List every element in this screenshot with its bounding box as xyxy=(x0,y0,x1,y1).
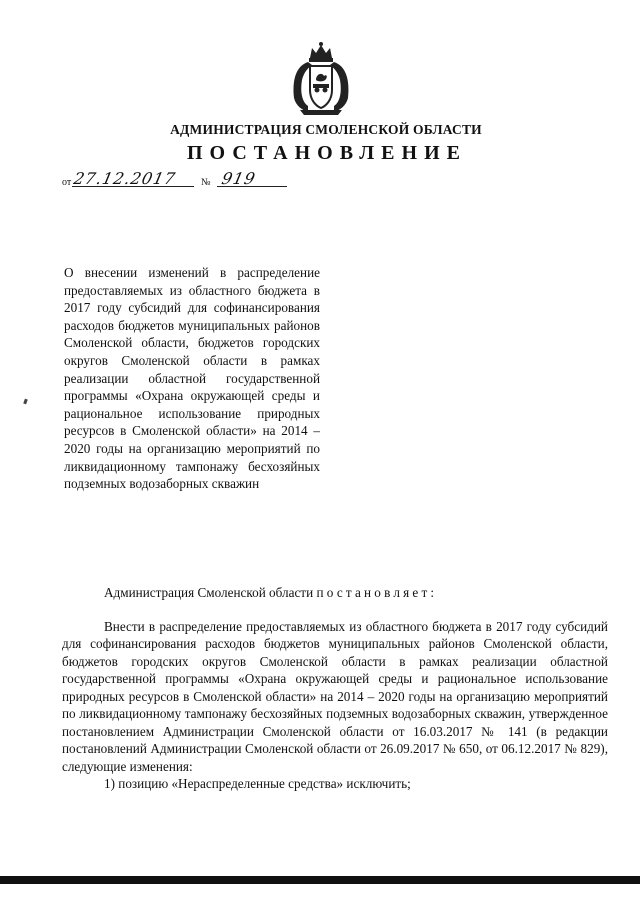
coat-of-arms-emblem xyxy=(286,40,356,116)
number-handwritten: 919 xyxy=(219,169,258,188)
document-subject: О внесении изменений в распределение предоставляемых из областного бюджета в 2017 году субсидий для софинансирования расходов бюджетов муниципальных районов Смоленской области, бюджетов городских округов Смоленской области в рамках реализации областной государственной программы «Охрана окружающей среды и рациональное использование природных ресурсов в Смоленской области» на 2014 – 2020 годы на организацию мероприятий по ликвидационному тампонажу бесхозяйных подземных водозаборных скважин xyxy=(64,265,320,492)
registration-line xyxy=(62,168,302,190)
number-label: № xyxy=(201,177,211,188)
scan-bottom-edge xyxy=(0,876,640,884)
margin-mark xyxy=(23,399,28,405)
list-item-1: 1) позицию «Нераспределенные средства» исключить; xyxy=(104,776,411,791)
document-body xyxy=(62,584,608,793)
date-handwritten: 27.12.2017 xyxy=(71,169,178,188)
document-type-heading: ПОСТАНОВЛЕНИЕ xyxy=(187,142,467,164)
decree-prefix: Администрация Смоленской области xyxy=(104,585,314,600)
organization-title: АДМИНИСТРАЦИЯ СМОЛЕНСКОЙ ОБЛАСТИ xyxy=(170,122,482,137)
date-label: от xyxy=(62,177,72,188)
paragraph-1: Внести в распределение предоставляемых из областного бюджета в 2017 году субсидий для софинансирования расходов бюджетов муниципальных районов Смоленской области, бюджетов городских округов Смоленской области в рамках реализации областной государственной программы «Охрана окружающей среды и рациональное использование природных ресурсов в Смоленской области» на 2014 – 2020 годы на организацию мероприятий по ликвидационному тампонажу бесхозяйных подземных водозаборных скважин, утвержденное постановлением Администрации Смоленской области от 16.03.2017 № 141 (в редакции постановлений Администрации Смоленской области от 26.09.2017 № 650, от 06.12.2017 № 829), следующие изменения: xyxy=(62,618,608,774)
decree-line xyxy=(62,584,608,602)
decree-word: постановляет: xyxy=(316,585,438,600)
